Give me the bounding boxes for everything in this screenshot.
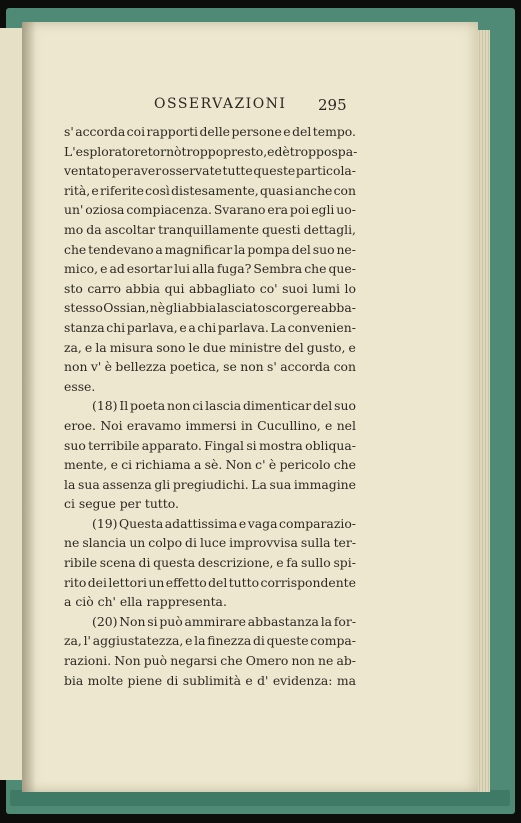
word: stanza bbox=[64, 319, 105, 335]
word: immagine bbox=[293, 476, 356, 492]
word: ventato bbox=[64, 163, 112, 179]
text-line bbox=[64, 436, 356, 456]
word: troppo bbox=[289, 143, 332, 159]
word: e bbox=[84, 339, 93, 355]
word: è bbox=[282, 143, 290, 159]
word: finezza bbox=[207, 633, 252, 649]
word: l' bbox=[83, 633, 91, 649]
word: tempo. bbox=[312, 124, 356, 139]
text-line bbox=[64, 671, 356, 691]
text-line bbox=[64, 279, 356, 299]
word: obliqua- bbox=[305, 437, 356, 453]
word: rapporti bbox=[146, 124, 199, 139]
word: mo bbox=[64, 221, 84, 237]
text-line bbox=[64, 494, 356, 514]
word: (18) bbox=[92, 398, 118, 414]
text-line bbox=[64, 651, 356, 671]
word: c' bbox=[255, 457, 266, 473]
word: poi bbox=[289, 202, 310, 218]
word: corrispondente bbox=[260, 574, 356, 590]
word: la bbox=[64, 476, 76, 492]
word: abbagliato bbox=[188, 280, 256, 296]
word: può bbox=[143, 653, 168, 669]
word: un bbox=[148, 574, 165, 590]
word: lettori bbox=[108, 574, 147, 590]
page-gutter-shadow bbox=[22, 22, 36, 792]
word: accorda bbox=[280, 359, 331, 375]
word: non bbox=[167, 398, 191, 414]
word: ci bbox=[192, 398, 204, 414]
word: spa- bbox=[331, 143, 358, 159]
word: adattissima bbox=[164, 515, 238, 531]
word: co' bbox=[259, 280, 278, 296]
text-line bbox=[64, 631, 356, 651]
text-line bbox=[64, 338, 356, 358]
word: Cucullino, bbox=[257, 417, 321, 433]
page-number: 295 bbox=[318, 96, 347, 114]
word: Sembra bbox=[253, 261, 303, 277]
word: lo bbox=[344, 280, 356, 296]
word: spi- bbox=[333, 555, 356, 571]
word: qui bbox=[164, 280, 185, 296]
word: ne bbox=[64, 535, 80, 551]
word: del bbox=[291, 241, 311, 257]
word: v' bbox=[90, 359, 102, 375]
word: lumi bbox=[312, 280, 340, 296]
text-line bbox=[64, 416, 356, 436]
word: ribile bbox=[64, 555, 98, 571]
word: lui bbox=[174, 261, 191, 277]
word: s' bbox=[267, 359, 277, 375]
word: è bbox=[268, 457, 277, 473]
word: terribile bbox=[88, 437, 140, 453]
word: poeta bbox=[130, 398, 166, 414]
word: da bbox=[86, 221, 102, 237]
word: za, bbox=[64, 339, 82, 355]
word: e bbox=[276, 555, 284, 571]
word: tutte bbox=[222, 163, 253, 179]
word: per bbox=[111, 163, 133, 179]
text-line bbox=[64, 455, 356, 475]
word: ne- bbox=[336, 241, 356, 257]
word: suo bbox=[312, 241, 335, 257]
word: vaga bbox=[247, 515, 278, 531]
word: si bbox=[147, 613, 158, 629]
text-line bbox=[64, 298, 356, 318]
word: d' bbox=[257, 672, 269, 688]
word: sua bbox=[78, 476, 100, 492]
text-line bbox=[64, 514, 356, 534]
word: del bbox=[313, 398, 333, 414]
word: e bbox=[185, 633, 193, 649]
word: e bbox=[348, 339, 356, 355]
word: del bbox=[208, 574, 228, 590]
text-line bbox=[64, 318, 356, 338]
word: La bbox=[251, 476, 267, 492]
word: ascoltar bbox=[104, 221, 156, 237]
word: questi bbox=[261, 221, 301, 237]
word: non bbox=[240, 359, 264, 375]
word: ed bbox=[267, 143, 283, 159]
word: questa bbox=[153, 555, 196, 571]
word: aggiustatezza, bbox=[92, 633, 184, 649]
word: Noi bbox=[100, 417, 123, 433]
word: a bbox=[188, 319, 196, 335]
word: è bbox=[104, 359, 112, 375]
word: assenza bbox=[102, 476, 152, 492]
word: chi bbox=[197, 319, 217, 335]
word: e bbox=[91, 182, 99, 198]
word: può bbox=[159, 613, 183, 629]
word: stesso bbox=[64, 300, 103, 316]
word: tendevano bbox=[88, 241, 154, 257]
word: la bbox=[320, 613, 333, 629]
word: Ossian, bbox=[103, 300, 150, 316]
word: che bbox=[64, 241, 87, 257]
text-line bbox=[64, 161, 356, 181]
word: queste bbox=[266, 633, 309, 649]
word: esploratore bbox=[75, 143, 148, 159]
word: la bbox=[194, 633, 206, 649]
word: misura bbox=[109, 339, 154, 355]
word: ci bbox=[121, 457, 133, 473]
word: di bbox=[138, 555, 151, 571]
word: particola- bbox=[295, 163, 356, 179]
word: e bbox=[179, 319, 187, 335]
text-line bbox=[64, 181, 356, 201]
word: pregiudichi. bbox=[172, 476, 249, 492]
text-line bbox=[64, 200, 356, 220]
word: sublimità bbox=[182, 672, 242, 688]
word: tutto bbox=[228, 574, 260, 590]
word: alla bbox=[192, 261, 215, 277]
text-line bbox=[64, 357, 356, 377]
word: lasciato bbox=[216, 300, 266, 316]
word: scorgere bbox=[265, 300, 321, 316]
word: Non bbox=[225, 457, 252, 473]
word: for- bbox=[333, 613, 356, 629]
word: ammirare bbox=[184, 613, 246, 629]
text-line bbox=[64, 396, 356, 416]
word: gusto, bbox=[306, 339, 346, 355]
word: coi bbox=[126, 124, 146, 139]
word: descrizione, bbox=[197, 555, 274, 571]
word: fuga? bbox=[216, 261, 252, 277]
word: gli bbox=[165, 300, 182, 316]
word: suoi bbox=[282, 280, 308, 296]
text-line bbox=[64, 573, 356, 593]
word: tranquillamente bbox=[158, 221, 259, 237]
word: pericolo bbox=[279, 457, 331, 473]
word: negarsi bbox=[170, 653, 218, 669]
word: scena bbox=[99, 555, 136, 571]
word: rito bbox=[64, 574, 87, 590]
word: se bbox=[223, 359, 237, 375]
word: distesamente, bbox=[171, 182, 259, 198]
word: bia bbox=[64, 672, 84, 688]
word: sua bbox=[269, 476, 292, 492]
word: abbia bbox=[181, 300, 217, 316]
text-line-content: ci segue per tutto. bbox=[64, 496, 179, 512]
word: effetto bbox=[165, 574, 207, 590]
word: luce bbox=[199, 535, 227, 551]
word: un' bbox=[64, 202, 84, 218]
word: la bbox=[95, 339, 107, 355]
text-line bbox=[64, 122, 356, 142]
word: magnificar bbox=[164, 241, 233, 257]
word: que- bbox=[328, 261, 356, 277]
text-line bbox=[64, 612, 356, 632]
word: che bbox=[333, 457, 356, 473]
word: Svarano bbox=[213, 202, 266, 218]
word: Questa bbox=[119, 515, 164, 531]
word: riferite bbox=[99, 182, 144, 198]
word: lascia bbox=[205, 398, 242, 414]
word: gli bbox=[154, 476, 171, 492]
word: egli bbox=[311, 202, 335, 218]
word: improvvisa bbox=[229, 535, 298, 551]
previous-page-edge bbox=[0, 28, 23, 780]
word: (20) bbox=[92, 613, 118, 629]
running-head: OSSERVAZIONI bbox=[154, 96, 287, 112]
word: che bbox=[304, 261, 327, 277]
word: parlava. bbox=[217, 319, 269, 335]
word: nel bbox=[336, 417, 356, 433]
word: ne bbox=[318, 653, 334, 669]
word: molte bbox=[87, 672, 124, 688]
word: abbia bbox=[125, 280, 161, 296]
word: le bbox=[188, 339, 200, 355]
word: due bbox=[202, 339, 227, 355]
word: razioni. bbox=[64, 653, 112, 669]
word: sto bbox=[64, 280, 83, 296]
text-line bbox=[64, 377, 356, 397]
word: poetica, bbox=[169, 359, 220, 375]
word: sè. bbox=[204, 457, 223, 473]
word: ministre bbox=[229, 339, 282, 355]
text-line bbox=[64, 592, 356, 612]
word: eravamo bbox=[126, 417, 182, 433]
text-line bbox=[64, 259, 356, 279]
word: con bbox=[333, 182, 356, 198]
word: la bbox=[234, 241, 246, 257]
word: dei bbox=[87, 574, 107, 590]
word: (19) bbox=[92, 515, 118, 531]
word: ma bbox=[336, 672, 356, 688]
word: compiacenza. bbox=[126, 202, 212, 218]
text-line bbox=[64, 142, 356, 162]
text-line bbox=[64, 533, 356, 553]
word: s' bbox=[64, 124, 74, 139]
word: sono bbox=[156, 339, 186, 355]
word: anche bbox=[294, 182, 333, 198]
word: carro bbox=[87, 280, 121, 296]
word: di bbox=[185, 535, 197, 551]
word: colpo bbox=[148, 535, 183, 551]
word: e bbox=[100, 261, 108, 277]
text-line bbox=[64, 553, 356, 573]
word: tornò bbox=[147, 143, 182, 159]
word: con bbox=[333, 359, 356, 375]
word: suo bbox=[334, 398, 356, 414]
text-line bbox=[64, 240, 356, 260]
word: eroe. bbox=[64, 417, 96, 433]
word: troppo bbox=[181, 143, 224, 159]
body-text bbox=[64, 122, 356, 690]
word: comparazio- bbox=[279, 515, 356, 531]
word: mostra bbox=[258, 437, 303, 453]
word: chi bbox=[106, 319, 126, 335]
word: rità, bbox=[64, 182, 91, 198]
word: evidenza: bbox=[272, 672, 333, 688]
word: La bbox=[270, 319, 287, 335]
word: e bbox=[325, 417, 333, 433]
word: uo- bbox=[336, 202, 356, 218]
word: del bbox=[292, 124, 312, 139]
word: mico, bbox=[64, 261, 99, 277]
word: presto, bbox=[223, 143, 268, 159]
word: era bbox=[267, 202, 289, 218]
word: Non bbox=[119, 613, 146, 629]
word: quasi bbox=[259, 182, 294, 198]
text-line-content: esse. bbox=[64, 378, 96, 394]
word: suo bbox=[64, 437, 86, 453]
text-line bbox=[64, 220, 356, 240]
word: apparato. bbox=[141, 437, 202, 453]
word: delle bbox=[199, 124, 231, 139]
word: e bbox=[283, 124, 291, 139]
word: convenien- bbox=[287, 319, 356, 335]
word: Il bbox=[119, 398, 129, 414]
word: in bbox=[240, 417, 253, 433]
word: si bbox=[246, 437, 257, 453]
word: pompa bbox=[247, 241, 290, 257]
word: compa- bbox=[310, 633, 356, 649]
word: za, bbox=[64, 633, 82, 649]
word: non bbox=[64, 359, 88, 375]
word: ad bbox=[109, 261, 125, 277]
word: immersi bbox=[185, 417, 237, 433]
text-line-content: a ciò ch' ella rappresenta. bbox=[64, 594, 227, 610]
word: Non bbox=[114, 653, 141, 669]
word: non bbox=[291, 653, 315, 669]
word: L' bbox=[64, 143, 76, 159]
word: ter- bbox=[333, 535, 356, 551]
word: piene bbox=[127, 672, 163, 688]
word: dimenticar bbox=[242, 398, 312, 414]
word: oziosa bbox=[85, 202, 125, 218]
word: slancia bbox=[82, 535, 127, 551]
word: che bbox=[220, 653, 243, 669]
word: sullo bbox=[300, 555, 331, 571]
word: del bbox=[284, 339, 304, 355]
word: ab- bbox=[336, 653, 356, 669]
word: e bbox=[238, 515, 247, 531]
word: richiama bbox=[135, 457, 191, 473]
word: così bbox=[145, 182, 170, 198]
word: a bbox=[194, 457, 202, 473]
word: accorda bbox=[75, 124, 126, 139]
word: aver bbox=[133, 163, 162, 179]
word: parlava, bbox=[126, 319, 178, 335]
word: persone bbox=[231, 124, 282, 139]
word: Fingal bbox=[204, 437, 244, 453]
word: abbastanza bbox=[247, 613, 319, 629]
word: un bbox=[129, 535, 146, 551]
word: di bbox=[166, 672, 179, 688]
word: sulla bbox=[300, 535, 331, 551]
word: mente, bbox=[64, 457, 108, 473]
word: di bbox=[253, 633, 265, 649]
word: fa bbox=[286, 555, 299, 571]
cover-bottom-edge bbox=[10, 790, 510, 806]
word: dettagli, bbox=[303, 221, 356, 237]
word: e bbox=[245, 672, 253, 688]
text-line bbox=[64, 475, 356, 495]
word: e bbox=[110, 457, 118, 473]
word: abba- bbox=[321, 300, 356, 316]
word: esortar bbox=[126, 261, 173, 277]
word: bellezza bbox=[115, 359, 167, 375]
word: osservate bbox=[161, 163, 222, 179]
word: Omero bbox=[245, 653, 289, 669]
word: a bbox=[155, 241, 163, 257]
word: queste bbox=[253, 163, 296, 179]
word: nè bbox=[149, 300, 166, 316]
